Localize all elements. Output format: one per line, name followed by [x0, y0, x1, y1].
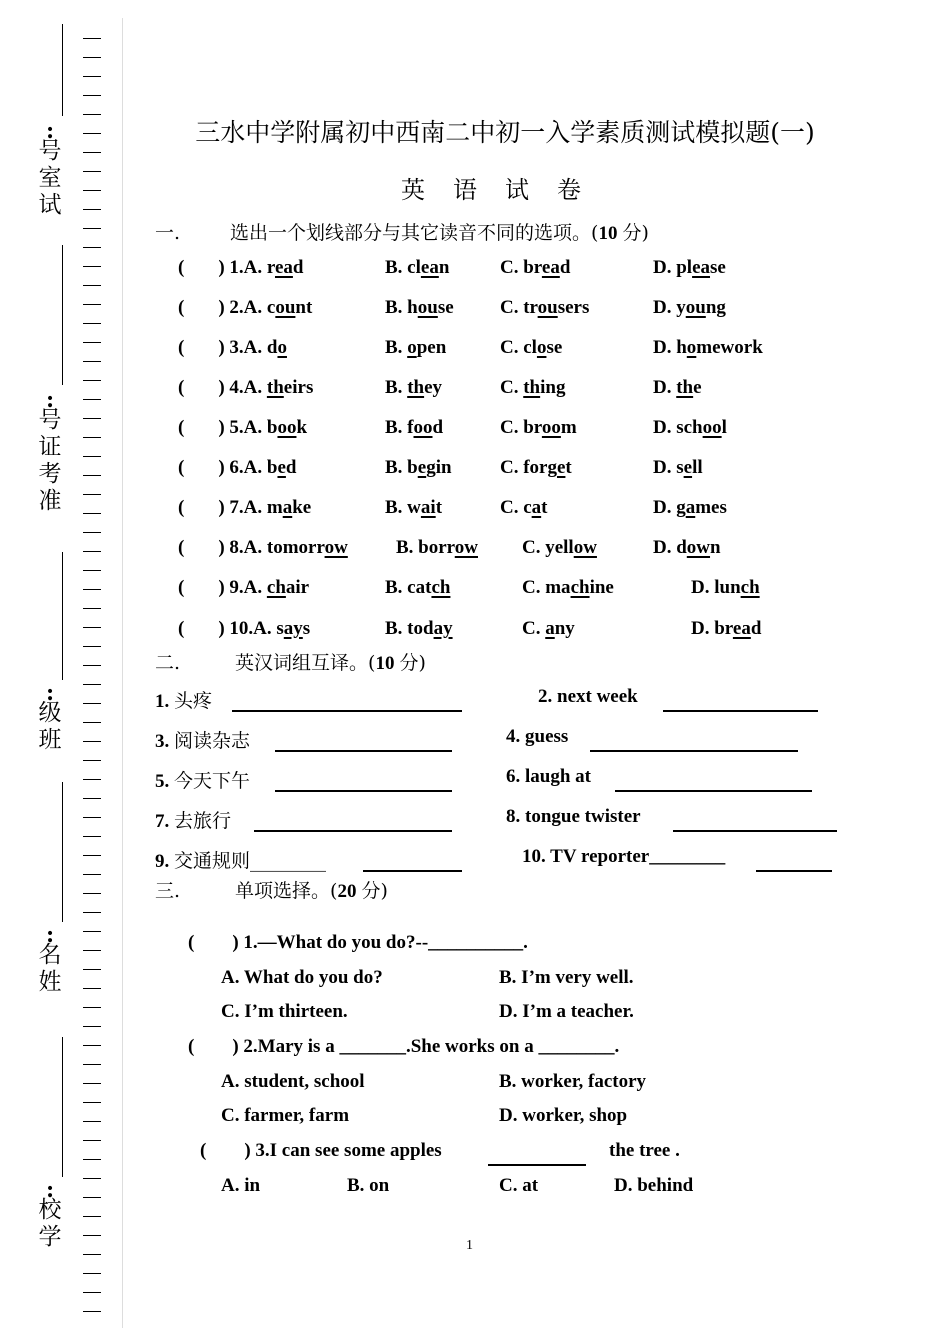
translation-item-2: 2. next week [538, 686, 638, 707]
phonics-option-c[interactable] [500, 497, 547, 519]
option-a: tomorrow [266, 537, 348, 558]
option-c: C. close [500, 337, 563, 358]
margin-label-char: 考 [38, 461, 62, 487]
margin-label-char: 室 [38, 165, 62, 191]
page-title: 三水中学附属初中西南二中初一入学素质测试模拟题(一) [195, 118, 815, 147]
phonics-option-c[interactable] [500, 337, 562, 359]
margin-label-exam-room: : 号 室 试 [36, 124, 64, 219]
phonics-question-8: ( ) 8.A. tomorrow [178, 537, 348, 558]
phonics-option-d[interactable] [691, 577, 760, 599]
option-a: says [276, 618, 311, 639]
phonics-question-2: ( ) 2.A. count [178, 297, 313, 318]
mc-question-3-tail: the tree . [609, 1140, 680, 1161]
translation-item-4: 4. guess [506, 726, 569, 747]
phonics-option-d[interactable] [653, 537, 721, 559]
margin-label-char: 校 [38, 1197, 62, 1223]
option-d: D. bread [691, 618, 762, 639]
phonics-option-d[interactable] [653, 257, 726, 279]
phonics-question-6: ( ) 6.A. bed [178, 457, 297, 478]
answer-blank[interactable] [232, 692, 462, 712]
page-number: 1 [466, 1238, 473, 1253]
margin-label-char: 学 [38, 1224, 62, 1250]
mc-option[interactable]: D. I’m a teacher. [499, 1001, 634, 1022]
phonics-option-d[interactable] [653, 377, 702, 399]
phonics-question-3: ( ) 3.A. do [178, 337, 287, 358]
option-a: count [266, 297, 313, 318]
answer-blank[interactable] [488, 1146, 586, 1166]
mc-option[interactable]: A. student, school [221, 1071, 365, 1092]
phonics-option-c[interactable] [500, 417, 577, 439]
translation-item-1: 1. 头疼 [155, 690, 213, 712]
margin-separator [122, 18, 123, 1328]
phonics-option-b[interactable] [385, 618, 453, 640]
phonics-option-d[interactable] [653, 297, 726, 319]
option-d: D. young [653, 297, 726, 318]
mc-question-3: ( ) 3.I can see some apples [200, 1140, 442, 1161]
phonics-option-d[interactable] [653, 417, 727, 439]
phonics-option-d[interactable] [653, 457, 703, 479]
margin-line [62, 782, 63, 922]
margin-label-class: : 级 班 [36, 686, 64, 754]
option-b: B. food [385, 417, 444, 438]
option-c: C. broom [500, 417, 577, 438]
phonics-question-1: ( ) 1.A. read [178, 257, 304, 278]
option-d: D. homework [653, 337, 763, 358]
option-d: D. school [653, 417, 727, 438]
phonics-option-d[interactable] [653, 497, 727, 519]
option-b: B. catch [385, 577, 451, 598]
translation-item-9: 9. 交通规则________ [155, 850, 327, 872]
margin-label-school: : 校 学 [36, 1183, 64, 1251]
mc-option[interactable]: D. worker, shop [499, 1105, 628, 1126]
phonics-option-c[interactable] [500, 257, 570, 279]
translation-item-6: 6. laugh at [506, 766, 591, 787]
mc-option[interactable]: A. What do you do? [221, 967, 383, 988]
margin-label-admission-no: : 号 证 考 准 [36, 393, 64, 515]
phonics-question-9: ( ) 9.A. chair [178, 577, 310, 598]
answer-blank[interactable] [275, 732, 452, 752]
phonics-option-b[interactable] [385, 297, 454, 319]
answer-blank[interactable] [663, 692, 818, 712]
answer-blank[interactable] [275, 772, 452, 792]
phonics-option-c[interactable] [500, 297, 589, 319]
option-c: C. machine [522, 577, 614, 598]
option-b: B. wait [385, 497, 443, 518]
margin-label-char: 班 [38, 727, 62, 753]
option-b: B. today [385, 618, 453, 639]
margin-line [62, 1037, 63, 1177]
mc-option[interactable]: C. I’m thirteen. [221, 1001, 348, 1022]
page-subtitle: 英语试卷 [401, 176, 609, 204]
phonics-question-5: ( ) 5.A. book [178, 417, 308, 438]
option-a: chair [266, 577, 310, 598]
phonics-question-4: ( ) 4.A. theirs [178, 377, 314, 398]
translation-item-3: 3. 阅读杂志 [155, 730, 251, 752]
option-d: D. down [653, 537, 721, 558]
option-b: B. house [385, 297, 454, 318]
margin-label-char: 级 [38, 700, 62, 726]
mc-option[interactable]: C. at [499, 1175, 539, 1196]
margin-label-char: 准 [38, 488, 62, 514]
margin-label-char: 号 [38, 407, 62, 433]
margin-label-name: : 名 姓 [36, 928, 64, 996]
option-d: D. sell [653, 457, 703, 478]
margin-label-char: 试 [38, 192, 62, 218]
dashed-cut-line [83, 38, 101, 1318]
margin-line [62, 552, 63, 680]
margin-line [62, 245, 63, 385]
section1-heading: 一. 选出一个划线部分与其它读音不同的选项。(10 分) [155, 222, 649, 244]
margin-label-char: 名 [38, 942, 62, 968]
option-c: C. bread [500, 257, 571, 278]
answer-blank[interactable] [363, 852, 462, 872]
answer-blank[interactable] [590, 732, 798, 752]
option-b: B. they [385, 377, 443, 398]
section3-heading: 三. 单项选择。(20 分) [155, 880, 388, 902]
option-b: B. begin [385, 457, 452, 478]
option-a: bed [266, 457, 297, 478]
mc-option[interactable]: B. on [347, 1175, 390, 1196]
option-d: D. lunch [691, 577, 760, 598]
phonics-option-b[interactable] [385, 417, 443, 439]
mc-option[interactable]: B. I’m very well. [499, 967, 634, 988]
option-a: make [266, 497, 312, 518]
section2-heading: 二. 英汉词组互译。(10 分) [155, 652, 426, 674]
phonics-option-b[interactable] [385, 457, 452, 479]
phonics-option-b[interactable] [396, 537, 478, 559]
phonics-option-d[interactable] [691, 618, 761, 640]
option-c: C. thing [500, 377, 566, 398]
option-a: theirs [266, 377, 314, 398]
phonics-option-b[interactable] [385, 497, 442, 519]
phonics-option-b[interactable] [385, 377, 442, 399]
phonics-option-b[interactable] [385, 577, 450, 599]
phonics-option-b[interactable] [385, 257, 449, 279]
option-b: B. borrow [396, 537, 478, 558]
option-c: C. yellow [522, 537, 597, 558]
translation-item-7: 7. 去旅行 [155, 810, 232, 832]
option-b: B. open [385, 337, 447, 358]
margin-label-char: 证 [38, 434, 62, 460]
option-a: book [266, 417, 308, 438]
phonics-option-c[interactable] [522, 537, 597, 559]
option-d: D. games [653, 497, 727, 518]
option-a: do [266, 337, 287, 358]
answer-blank[interactable] [615, 772, 812, 792]
option-d: D. please [653, 257, 726, 278]
mc-option[interactable]: D. behind [614, 1175, 694, 1196]
option-c: C. cat [500, 497, 548, 518]
option-c: C. trousers [500, 297, 590, 318]
phonics-question-7: ( ) 7.A. make [178, 497, 312, 518]
phonics-option-b[interactable] [385, 337, 446, 359]
mc-option[interactable]: B. worker, factory [499, 1071, 647, 1092]
phonics-option-c[interactable] [500, 457, 572, 479]
margin-label-char: 姓 [38, 969, 62, 995]
mc-option[interactable]: A. in [221, 1175, 261, 1196]
option-c: C. forget [500, 457, 572, 478]
answer-blank[interactable] [756, 852, 832, 872]
phonics-option-c[interactable] [500, 377, 566, 399]
mc-question-1: ( ) 1.—What do you do?--__________. [188, 932, 528, 953]
margin-label-char: 号 [38, 138, 62, 164]
mc-option[interactable]: C. farmer, farm [221, 1105, 350, 1126]
margin-line [62, 24, 63, 116]
option-d: D. the [653, 377, 702, 398]
answer-blank[interactable] [254, 812, 452, 832]
option-b: B. clean [385, 257, 450, 278]
phonics-option-c[interactable] [522, 577, 614, 599]
option-a: read [266, 257, 304, 278]
phonics-option-d[interactable] [653, 337, 763, 359]
answer-blank[interactable] [673, 812, 837, 832]
translation-item-10: 10. TV reporter________ [522, 846, 726, 867]
phonics-question-10: ( ) 10.A. says [178, 618, 311, 639]
translation-item-5: 5. 今天下午 [155, 770, 251, 792]
translation-item-8: 8. tongue twister [506, 806, 641, 827]
phonics-option-c[interactable] [522, 618, 575, 640]
option-c: C. any [522, 618, 575, 639]
mc-question-2: ( ) 2.Mary is a _______.She works on a ________. [188, 1036, 620, 1057]
